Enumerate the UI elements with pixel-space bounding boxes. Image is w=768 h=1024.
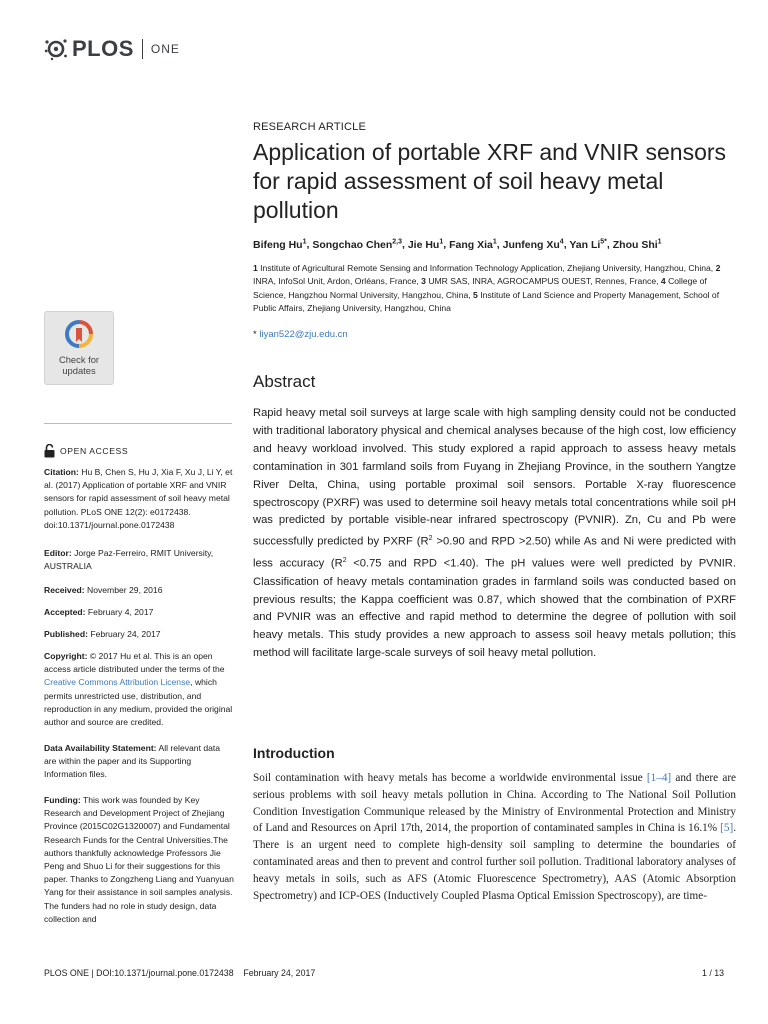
abstract-text: Rapid heavy metal soil surveys at large scale with high sampling density could not be conducted with traditional laboratory physical and chemical analyses because of the high cost, low efficiency and heavy workload involved. This study explored a rapid approach to assess heavy metals contamination in 301 farmland soils from Fuyang in Zhejiang Province, in the southern Yangtze River Delta, China, using portable proximal soil sensors. Portable X-ray fluorescence spectroscopy (PXRF) was used to determine soil heavy metals total concentrations while soil pH was predicted by portable visible-near infrared spectroscopy (PVNIR). Zn, Cu and Pb were successfully predicted by PXRF ($R^2 >0.90$ and RPD >2.50) while As and Ni were predicted with less accuracy ($R^2 <0.75$ and RPD <1.40). The pH values were well predicted by PVNIR. Classification of heavy metals contamination grades in farmland soils was conducted based on previous results; the Kappa coefficient was 0.87, which showed that the combination of PXRF and PVNIR was an effective and rapid method to determine the degree of pollution with soil heavy metals. This study provides a new approach to assess soil heavy metals pollution; this method will facilitate large-scale surveys of soil heavy metal pollution. (253, 407, 736, 660)
abstract-heading: Abstract (253, 372, 316, 391)
author-list: Bifeng Hu$^1$, Songchao Chen$^{2,3}$, Jie Hu$^1$, Fang Xia$^1$, Junfeng Xu$^4$, Yan $Li^{5*}$, Zhou Shi$^1$ (253, 238, 662, 251)
open-access-label: OPEN ACCESS (44, 444, 128, 458)
plos-logo-icon (44, 37, 68, 61)
article-title: Application of portable XRF and VNIR sensors for rapid assessment of soil heavy metal pollution (253, 139, 727, 223)
page-number: 1 / 13 (701, 968, 724, 978)
accepted-date: Accepted: February 4, 2017 (44, 607, 154, 617)
license-link[interactable]: Creative Commons Attribution License (44, 677, 191, 688)
badge-text: updates (62, 365, 96, 376)
footer-doi: PLOS ONE | DOI:10.1371/journal.pone.0172438 February 24, 2017 (44, 968, 316, 978)
crossmark-icon (65, 320, 93, 348)
introduction-heading: Introduction (253, 745, 335, 761)
brand-name: PLOS (72, 36, 134, 61)
journal-name: ONE (150, 42, 180, 56)
article-type: RESEARCH ARTICLE (253, 121, 367, 133)
funding-block: Funding: This work was founded by Key Research and Development Project of Zhejiang Province (2015C02G1320007) and Fundamental Research Funds for the Central Universities.The authors thankfully acknowledge Professors Jie Peng and Shuo Li for their suggestions for this paper. Thanks to Zongzheng Liang and Yuanyuan Yang for their assistance in soil samples analysis. The funders had no role in study design, data collection and (44, 795, 234, 924)
plos-one-logo[interactable] (44, 36, 180, 62)
copyright-block: Copyright: © 2017 Hu et al. This is an open access article distributed under the terms of the Creative Commons Attribution License, which permits unrestricted use, distribution, and reproduction in any medium, provided the original author and source are credited. (44, 651, 233, 728)
introduction-text: Soil contamination with heavy metals has become a worldwide environmental issue [1–4] and there are serious problems with soil heavy metals pollution in China. According to The National Soil Pollution Condition Investigation Communique released by the Ministry of Environmental Protection and Ministry of Land and Resources on April 17th, 2014, the proportion of contaminated samples in China is 16.1% [5]. There is an urgent need to complete high-density soil sampling to determine the boundaries of contaminated areas and then to prevent and control further soil pollution. Traditional laboratory analyses of heavy metals in soils, such as AFS (Atomic Fluorescence Spectrometry), AAS (Atomic Absorption Spectrometry) and ICP-OES (Inductively Coupled Plasma Optical Emission Spectroscopy), are time- (253, 772, 737, 902)
citation-block: Citation: Hu B, Chen S, Hu J, Xia F, Xu J, Li Y, et al. (2017) Application of portable XRF and VNIR sensors for rapid assessment of soil heavy metal pollution. PLoS ONE 12(2): e0172438. doi:10.1371/journal.pone.0172438 (44, 467, 233, 530)
editor-block: Editor: Jorge Paz-Ferreiro, RMIT University, AUSTRALIA (44, 548, 214, 572)
badge-text: Check for (58, 354, 100, 365)
citation-link[interactable]: [5] (720, 822, 734, 835)
received-date: Received: November 29, 2016 (44, 585, 163, 595)
published-date: Published: February 24, 2017 (44, 629, 161, 639)
citation-link[interactable]: [1–4] (646, 772, 672, 784)
email-link[interactable]: liyan522@zju.edu.cn (259, 329, 348, 340)
corresponding-email: * liyan522@zju.edu.cn (253, 329, 348, 340)
author[interactable]: Fang Xia$^1$ (449, 238, 497, 251)
logo-divider (142, 39, 143, 59)
author[interactable]: Yan $Li^{5*}$ (569, 238, 607, 251)
open-lock-icon (44, 444, 55, 458)
author[interactable]: Bifeng Hu$^1$ (253, 238, 307, 251)
author[interactable]: Junfeng Xu$^4$ (502, 238, 564, 251)
author[interactable]: Songchao Chen$^{2,3}$ (312, 238, 402, 251)
author[interactable]: Jie Hu$^1$ (407, 238, 444, 251)
data-availability-block: Data Availability Statement: All relevant data are within the paper and its Supporting Information files. (44, 743, 221, 780)
check-for-updates-badge[interactable] (44, 311, 114, 385)
affiliations: 1 Institute of Agricultural Remote Sensing and Information Technology Application, Zhejiang University, Hangzhou, China, 2 INRA, InfoSol Unit, Ardon, Orléans, France, 3 UMR SAS, INRA, AGROCAMPUS OUEST, Rennes, France, 4 College of Science, Hangzhou Normal University, Hangzhou, China, 5 Institute of Land Science and Property Management, School of Public Affairs, Zhejiang University, Hangzhou, China (253, 263, 721, 314)
sidebar-divider (44, 423, 232, 424)
author[interactable]: Zhou Shi$^1$ (612, 238, 662, 251)
